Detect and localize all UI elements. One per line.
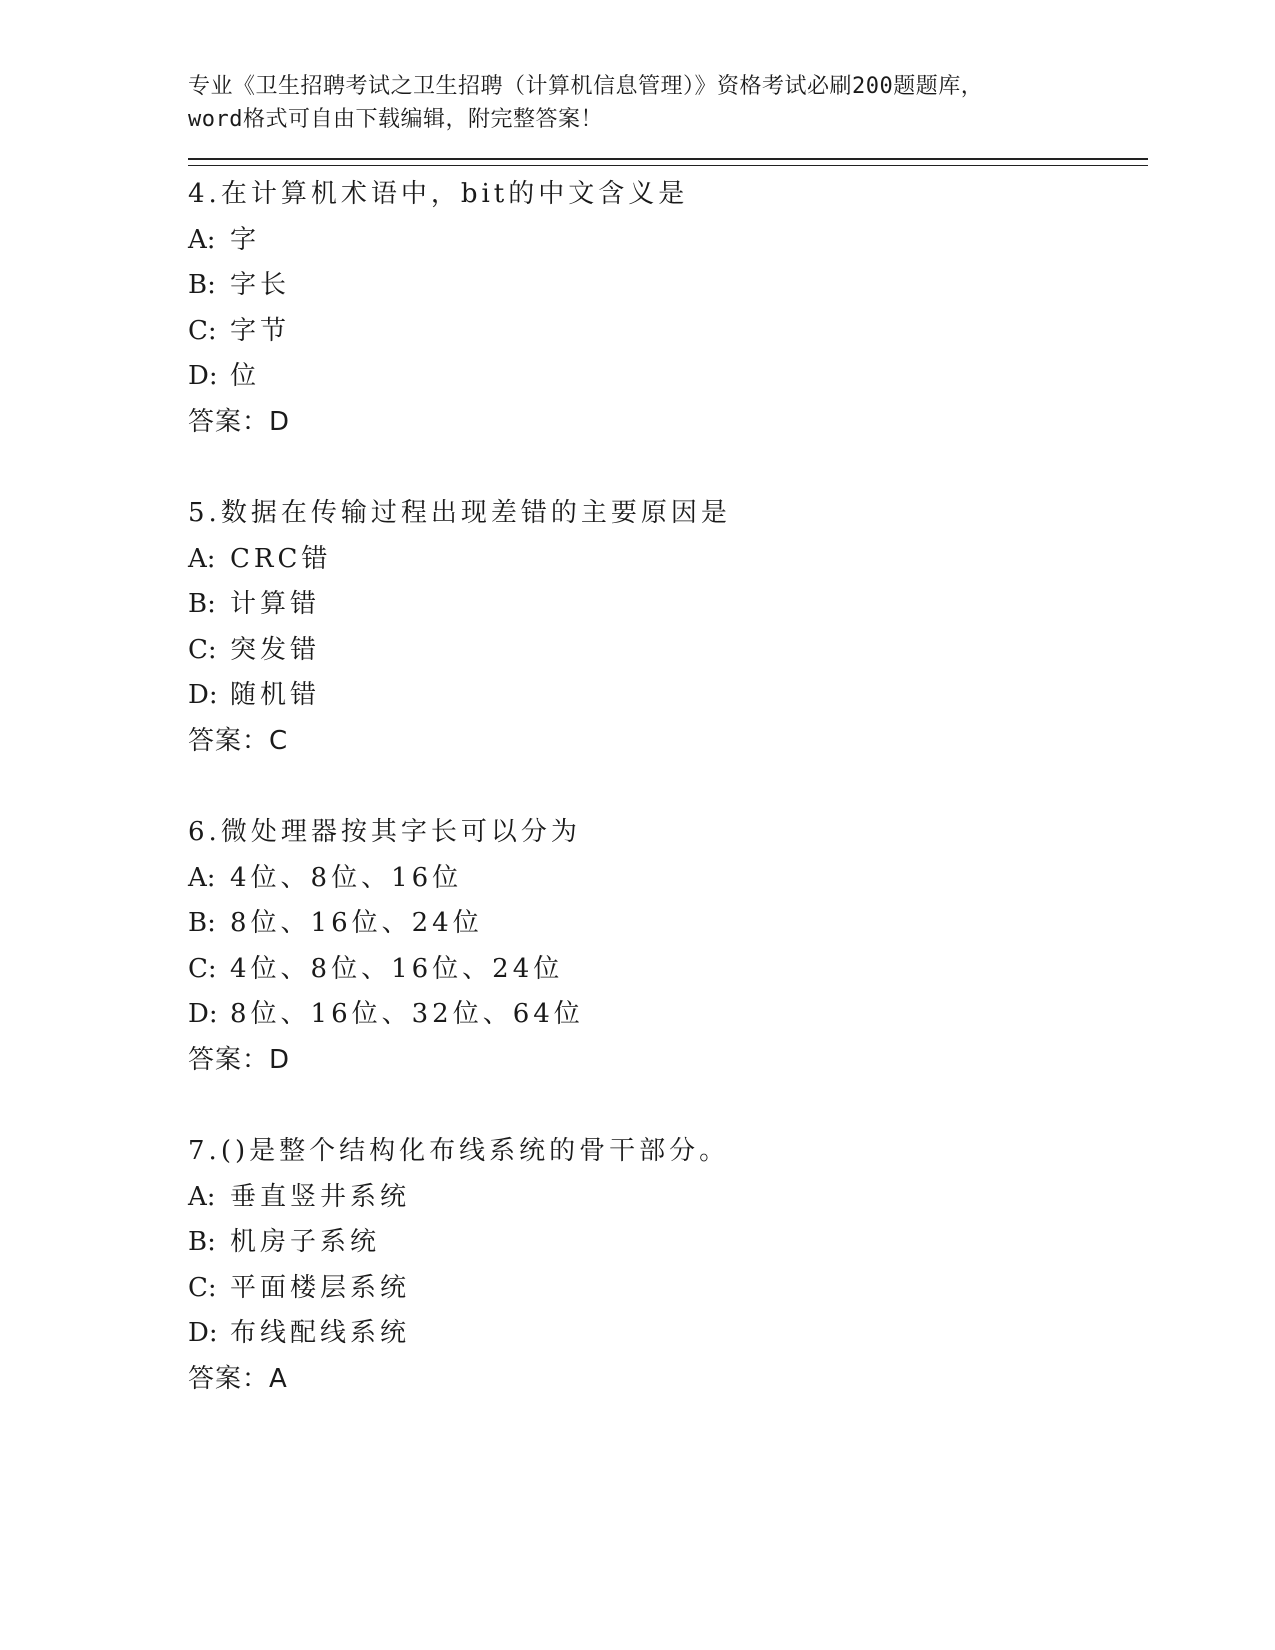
option-text: 字长 [230,270,291,300]
option-text: 字 [230,224,261,255]
option-text: 平面楼层系统 [230,1272,411,1303]
option-letter: A: [188,224,216,255]
option-letter: D: [188,999,218,1029]
question-5 [188,491,1148,764]
option-text: 8位、16位、24位 [230,908,483,938]
document-header [188,70,1148,136]
answer-value: D [269,1044,291,1075]
header-divider [188,158,1148,166]
question-stem [188,172,1148,218]
option-d [188,673,1148,719]
question-6 [188,810,1148,1083]
question-stem [188,491,1148,537]
question-7 [188,1129,1148,1402]
option-letter: B: [188,908,216,938]
option-d [188,1311,1148,1357]
option-text: 8位、16位、32位、64位 [230,999,584,1029]
option-c [188,309,1148,355]
option-letter: A: [188,543,216,574]
option-b [188,582,1148,628]
answer-value: A [269,1363,288,1394]
option-letter: C: [188,1272,217,1303]
option-d [188,354,1148,400]
option-text: 随机错 [230,680,321,710]
answer-label: 答案： [188,725,270,756]
question-text: 在计算机术语中，bit的中文含义是 [220,179,689,209]
answer [188,1357,1148,1403]
question-stem [188,1129,1148,1175]
option-letter: A: [188,1181,216,1212]
option-c [188,947,1148,993]
answer-value: C [269,725,289,756]
option-c [188,628,1148,674]
answer-label: 答案： [188,406,270,437]
option-letter: C: [188,953,217,984]
question-list [188,172,1148,1402]
question-stem [188,810,1148,856]
option-text: 垂直竖井系统 [230,1181,411,1212]
option-text: 4位、8位、16位、24位 [230,953,564,984]
question-number: 5. [188,498,221,528]
option-text: CRC错 [230,543,332,574]
option-a [188,1175,1148,1221]
header-line-1: 专业《卫生招聘考试之卫生招聘（计算机信息管理）》资格考试必刷200题题库， [188,74,984,99]
option-b [188,263,1148,309]
option-letter: D: [188,1318,218,1348]
option-a [188,856,1148,902]
question-text: 微处理器按其字长可以分为 [220,817,581,847]
header-line-2: word格式可自由下载编辑，附完整答案！ [188,107,603,132]
option-c [188,1266,1148,1312]
question-text: 数据在传输过程出现差错的主要原因是 [220,498,731,528]
option-b [188,1220,1148,1266]
option-text: 4位、8位、16位 [230,862,463,893]
option-a [188,537,1148,583]
answer-label: 答案： [188,1044,270,1075]
question-text: ()是整个结构化布线系统的骨干部分。 [220,1136,730,1166]
option-text: 位 [230,361,261,391]
option-text: 计算错 [230,589,321,619]
option-a [188,218,1148,264]
document-page [188,70,1148,1448]
question-number: 7. [188,1136,221,1166]
option-text: 布线配线系统 [230,1318,411,1348]
answer-value: D [269,406,291,437]
option-b [188,901,1148,947]
option-letter: C: [188,634,217,665]
option-letter: D: [188,361,218,391]
option-text: 字节 [230,315,291,346]
option-text: 机房子系统 [230,1227,381,1257]
option-letter: B: [188,1227,216,1257]
question-4 [188,172,1148,445]
option-letter: C: [188,315,217,346]
answer-label: 答案： [188,1363,270,1394]
option-letter: A: [188,862,216,893]
option-text: 突发错 [230,634,321,665]
question-number: 4. [188,179,221,209]
option-d [188,992,1148,1038]
option-letter: D: [188,680,218,710]
answer [188,719,1148,765]
answer [188,400,1148,446]
option-letter: B: [188,270,216,300]
option-letter: B: [188,589,216,619]
answer [188,1038,1148,1084]
question-number: 6. [188,817,221,847]
